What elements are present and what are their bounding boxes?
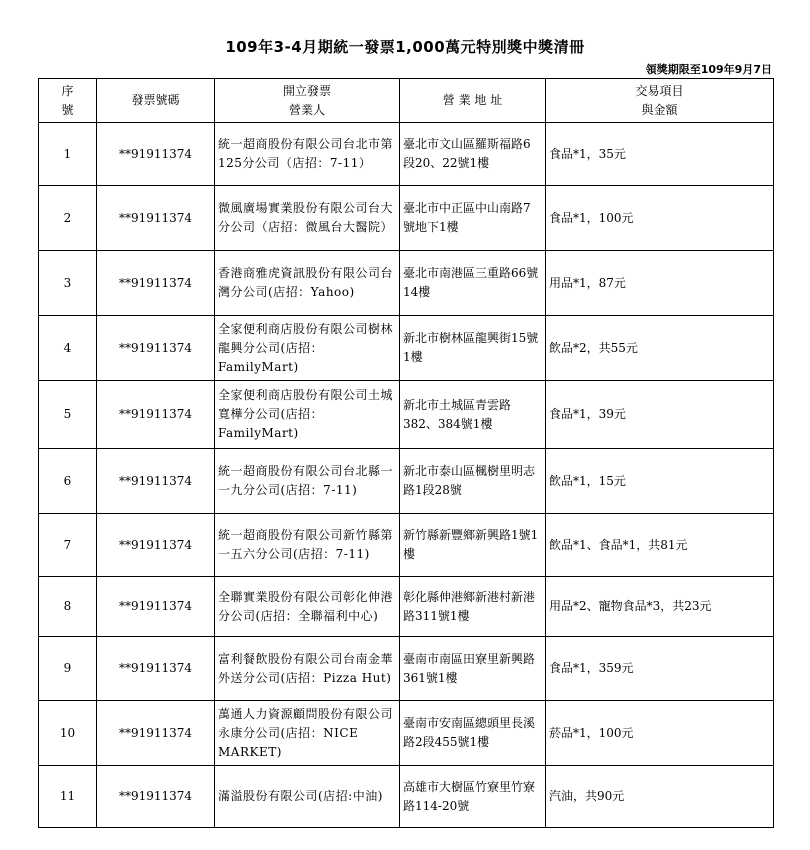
- claim-deadline: 領獎期限至109年9月7日: [645, 63, 772, 76]
- cell-address: 新北市土城區青雲路382、384號1樓: [400, 381, 546, 449]
- cell-seq: 1: [39, 123, 97, 186]
- cell-items: 用品*2、寵物食品*3，共23元: [546, 577, 774, 637]
- table-header-row: [39, 79, 774, 123]
- cell-seq: 6: [39, 449, 97, 514]
- cell-items: 飲品*1、食品*1，共81元: [546, 514, 774, 577]
- cell-address: 彰化縣伸港鄉新港村新港路311號1樓: [400, 577, 546, 637]
- table-row: [39, 514, 774, 577]
- cell-business: 滿溢股份有限公司(店招:中油): [215, 766, 400, 828]
- table-row: [39, 316, 774, 381]
- cell-items: 食品*1，35元: [546, 123, 774, 186]
- cell-invoice: **91911374: [97, 251, 215, 316]
- cell-seq: 5: [39, 381, 97, 449]
- table-row: [39, 766, 774, 828]
- cell-items: 食品*1，100元: [546, 186, 774, 251]
- cell-business: 萬通人力資源顧問股份有限公司永康分公司(店招：NICE MARKET): [215, 701, 400, 766]
- cell-business: 香港商雅虎資訊股份有限公司台灣分公司(店招：Yahoo): [215, 251, 400, 316]
- table-row: [39, 186, 774, 251]
- cell-business: 統一超商股份有限公司新竹縣第一五六分公司(店招：7-11): [215, 514, 400, 577]
- cell-address: 臺北市文山區羅斯福路6段20、22號1樓: [400, 123, 546, 186]
- cell-seq: 8: [39, 577, 97, 637]
- cell-address: 新北市樹林區龍興街15號1樓: [400, 316, 546, 381]
- cell-invoice: **91911374: [97, 381, 215, 449]
- cell-address: 高雄市大樹區竹寮里竹寮路114-20號: [400, 766, 546, 828]
- cell-business: 全聯實業股份有限公司彰化伸港分公司(店招：全聯福利中心): [215, 577, 400, 637]
- cell-items: 飲品*1，15元: [546, 449, 774, 514]
- cell-items: 用品*1，87元: [546, 251, 774, 316]
- cell-business: 富利餐飲股份有限公司台南金華外送分公司(店招：Pizza Hut): [215, 637, 400, 701]
- table-row: [39, 251, 774, 316]
- cell-items: 菸品*1，100元: [546, 701, 774, 766]
- cell-seq: 7: [39, 514, 97, 577]
- header-invoice: 發票號碼: [97, 79, 215, 123]
- cell-address: 新北市泰山區楓樹里明志路1段28號: [400, 449, 546, 514]
- cell-address: 臺北市中正區中山南路7號地下1樓: [400, 186, 546, 251]
- cell-business: 微風廣場實業股份有限公司台大分公司（店招：微風台大醫院）: [215, 186, 400, 251]
- table-row: [39, 449, 774, 514]
- header-business: 開立發票 營業人: [215, 79, 400, 123]
- cell-address: 臺北市南港區三重路66號14樓: [400, 251, 546, 316]
- cell-invoice: **91911374: [97, 577, 215, 637]
- cell-seq: 9: [39, 637, 97, 701]
- cell-invoice: **91911374: [97, 449, 215, 514]
- cell-items: 飲品*2，共55元: [546, 316, 774, 381]
- header-address: 營 業 地 址: [400, 79, 546, 123]
- header-items: 交易項目 與金額: [546, 79, 774, 123]
- winners-table: [38, 78, 774, 828]
- cell-address: 臺南市南區田寮里新興路361號1樓: [400, 637, 546, 701]
- cell-items: 汽油，共90元: [546, 766, 774, 828]
- cell-invoice: **91911374: [97, 766, 215, 828]
- cell-address: 臺南市安南區總頭里長溪路2段455號1樓: [400, 701, 546, 766]
- cell-items: 食品*1，359元: [546, 637, 774, 701]
- cell-seq: 4: [39, 316, 97, 381]
- cell-invoice: **91911374: [97, 123, 215, 186]
- cell-invoice: **91911374: [97, 514, 215, 577]
- cell-seq: 10: [39, 701, 97, 766]
- cell-business: 全家便利商店股份有限公司樹林龍興分公司(店招：FamilyMart): [215, 316, 400, 381]
- table-row: [39, 381, 774, 449]
- table-row: [39, 637, 774, 701]
- cell-seq: 3: [39, 251, 97, 316]
- cell-seq: 2: [39, 186, 97, 251]
- table-row: [39, 577, 774, 637]
- table-row: [39, 123, 774, 186]
- cell-seq: 11: [39, 766, 97, 828]
- cell-invoice: **91911374: [97, 316, 215, 381]
- cell-items: 食品*1，39元: [546, 381, 774, 449]
- cell-business: 統一超商股份有限公司台北市第125分公司（店招：7-11）: [215, 123, 400, 186]
- cell-invoice: **91911374: [97, 186, 215, 251]
- cell-invoice: **91911374: [97, 701, 215, 766]
- cell-business: 全家便利商店股份有限公司土城寬樺分公司(店招：FamilyMart): [215, 381, 400, 449]
- header-seq: 序 號: [39, 79, 97, 123]
- cell-address: 新竹縣新豐鄉新興路1號1樓: [400, 514, 546, 577]
- cell-invoice: **91911374: [97, 637, 215, 701]
- page-title: 109年3-4月期統一發票1,000萬元特別獎中獎清冊: [225, 38, 585, 56]
- cell-business: 統一超商股份有限公司台北縣一一九分公司(店招：7-11): [215, 449, 400, 514]
- table-row: [39, 701, 774, 766]
